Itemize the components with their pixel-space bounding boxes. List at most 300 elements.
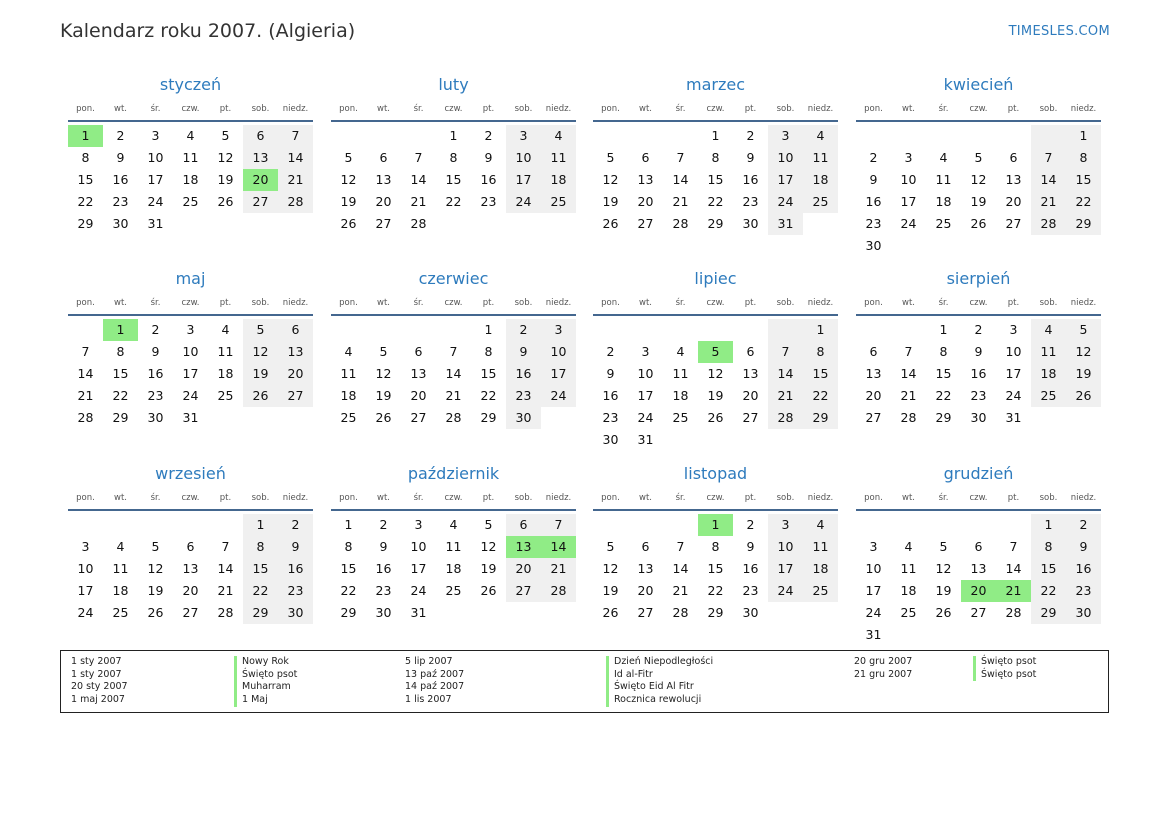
day-cell: 22 bbox=[1031, 580, 1066, 602]
day-cell: 10 bbox=[541, 341, 576, 363]
day-cell: 16 bbox=[147, 366, 164, 381]
day-cell: 5 bbox=[606, 150, 615, 165]
day-cell: 29 bbox=[112, 410, 129, 425]
week-row bbox=[68, 514, 313, 536]
weekday-label: wt. bbox=[902, 493, 915, 503]
day-cell: 17 bbox=[506, 169, 541, 191]
day-cell: 4 bbox=[186, 128, 195, 143]
legend-date-column bbox=[405, 656, 464, 707]
day-cell: 11 bbox=[935, 172, 952, 187]
week-row bbox=[856, 341, 1101, 363]
day-cell: 7 bbox=[541, 514, 576, 536]
day-cell: 6 bbox=[641, 539, 650, 554]
empty-day-cell bbox=[856, 319, 891, 341]
weekday-label: śr. bbox=[675, 298, 686, 308]
month-name: maj bbox=[175, 269, 206, 288]
day-cell: 25 bbox=[1031, 385, 1066, 407]
day-cell: 30 bbox=[742, 216, 759, 231]
day-cell: 20 bbox=[865, 388, 882, 403]
day-cell: 19 bbox=[480, 561, 497, 576]
day-cell: 13 bbox=[742, 366, 759, 381]
weekday-label: czw. bbox=[969, 298, 988, 308]
day-cell: 11 bbox=[217, 344, 234, 359]
weekday-label: czw. bbox=[969, 493, 988, 503]
day-cell: 24 bbox=[77, 605, 94, 620]
day-cell: 29 bbox=[707, 216, 724, 231]
week-row bbox=[856, 191, 1101, 213]
day-cell: 19 bbox=[935, 583, 952, 598]
day-cell: 2 bbox=[506, 319, 541, 341]
week-row bbox=[68, 319, 313, 341]
weekday-label: pon. bbox=[864, 104, 883, 114]
weekday-label: pt. bbox=[482, 104, 495, 114]
week-row bbox=[331, 191, 576, 213]
day-cell: 23 bbox=[1066, 580, 1101, 602]
week-row bbox=[68, 213, 313, 235]
day-cell: 30 bbox=[506, 407, 541, 429]
week-row bbox=[856, 602, 1101, 624]
weekday-header bbox=[68, 293, 313, 313]
empty-day-cell bbox=[401, 125, 436, 147]
holiday-day-cell: 20 bbox=[243, 169, 278, 191]
week-row bbox=[593, 341, 838, 363]
day-cell: 9 bbox=[278, 536, 313, 558]
day-cell: 29 bbox=[707, 605, 724, 620]
month-calendar bbox=[68, 462, 313, 624]
week-row bbox=[68, 147, 313, 169]
day-cell: 18 bbox=[541, 169, 576, 191]
day-cell: 24 bbox=[900, 216, 917, 231]
empty-day-cell bbox=[926, 125, 961, 147]
day-cell: 9 bbox=[506, 341, 541, 363]
day-cell: 13 bbox=[278, 341, 313, 363]
day-cell: 3 bbox=[414, 517, 423, 532]
weekday-label: śr. bbox=[675, 493, 686, 503]
day-cell: 9 bbox=[151, 344, 160, 359]
day-cell: 2 bbox=[746, 128, 755, 143]
weekday-label: czw. bbox=[706, 298, 725, 308]
weekday-label: pt. bbox=[744, 298, 757, 308]
day-cell: 21 bbox=[672, 194, 689, 209]
day-cell: 12 bbox=[217, 150, 234, 165]
header-rule bbox=[593, 120, 838, 122]
day-cell: 15 bbox=[935, 366, 952, 381]
week-row bbox=[593, 213, 838, 235]
month-calendar bbox=[856, 73, 1101, 257]
day-cell: 1 bbox=[1031, 514, 1066, 536]
day-cell: 28 bbox=[217, 605, 234, 620]
empty-day-cell bbox=[208, 514, 243, 536]
weekday-label: niedz. bbox=[282, 104, 309, 114]
week-row bbox=[856, 125, 1101, 147]
day-cell: 13 bbox=[182, 561, 199, 576]
month-calendar bbox=[331, 73, 576, 235]
day-cell: 17 bbox=[147, 172, 164, 187]
empty-day-cell bbox=[1066, 624, 1101, 646]
empty-day-cell bbox=[768, 602, 803, 624]
legend-name-column bbox=[234, 656, 297, 707]
day-cell: 11 bbox=[672, 366, 689, 381]
week-row bbox=[856, 147, 1101, 169]
day-cell: 19 bbox=[970, 194, 987, 209]
day-cell: 18 bbox=[340, 388, 357, 403]
day-cell: 21 bbox=[278, 169, 313, 191]
day-cell: 19 bbox=[602, 583, 619, 598]
weekday-label: pon. bbox=[339, 104, 358, 114]
weekday-label: sob. bbox=[514, 298, 533, 308]
day-cell: 16 bbox=[865, 194, 882, 209]
day-cell: 21 bbox=[445, 388, 462, 403]
weekday-label: pon. bbox=[339, 493, 358, 503]
empty-day-cell bbox=[1031, 624, 1066, 646]
day-cell: 13 bbox=[637, 172, 654, 187]
day-cell: 17 bbox=[900, 194, 917, 209]
day-cell: 9 bbox=[484, 150, 493, 165]
day-cell: 1 bbox=[243, 514, 278, 536]
day-cell: 5 bbox=[1066, 319, 1101, 341]
week-row bbox=[331, 213, 576, 235]
day-cell: 4 bbox=[449, 517, 458, 532]
day-cell: 16 bbox=[480, 172, 497, 187]
day-cell: 20 bbox=[637, 583, 654, 598]
empty-day-cell bbox=[996, 235, 1031, 257]
week-row bbox=[593, 407, 838, 429]
day-cell: 12 bbox=[935, 561, 952, 576]
day-cell: 16 bbox=[602, 388, 619, 403]
empty-day-cell bbox=[803, 213, 838, 235]
weekday-label: niedz. bbox=[1070, 298, 1097, 308]
empty-day-cell bbox=[663, 125, 698, 147]
day-cell: 26 bbox=[970, 216, 987, 231]
day-cell: 21 bbox=[672, 583, 689, 598]
day-cell: 25 bbox=[803, 191, 838, 213]
empty-day-cell bbox=[506, 602, 541, 624]
week-row bbox=[593, 363, 838, 385]
day-cell: 5 bbox=[939, 539, 948, 554]
day-cell: 7 bbox=[278, 125, 313, 147]
empty-day-cell bbox=[628, 125, 663, 147]
day-cell: 3 bbox=[151, 128, 160, 143]
week-row bbox=[856, 235, 1101, 257]
day-cell: 7 bbox=[676, 150, 685, 165]
day-cell: 6 bbox=[506, 514, 541, 536]
week-row bbox=[856, 580, 1101, 602]
day-cell: 18 bbox=[445, 561, 462, 576]
day-cell: 31 bbox=[410, 605, 427, 620]
empty-day-cell bbox=[471, 213, 506, 235]
weekday-header bbox=[68, 99, 313, 119]
weekday-header bbox=[593, 99, 838, 119]
day-cell: 9 bbox=[869, 172, 878, 187]
header-rule bbox=[331, 314, 576, 316]
day-cell: 8 bbox=[81, 150, 90, 165]
month-name: wrzesień bbox=[155, 464, 226, 483]
week-row bbox=[593, 536, 838, 558]
weekday-label: niedz. bbox=[807, 493, 834, 503]
week-row bbox=[331, 580, 576, 602]
day-cell: 14 bbox=[445, 366, 462, 381]
day-cell: 7 bbox=[768, 341, 803, 363]
day-cell: 6 bbox=[186, 539, 195, 554]
month-calendar bbox=[68, 267, 313, 429]
day-cell: 17 bbox=[768, 169, 803, 191]
day-cell: 18 bbox=[672, 388, 689, 403]
day-cell: 2 bbox=[484, 128, 493, 143]
day-cell: 23 bbox=[375, 583, 392, 598]
day-cell: 26 bbox=[1066, 385, 1101, 407]
day-cell: 11 bbox=[340, 366, 357, 381]
day-cell: 27 bbox=[182, 605, 199, 620]
day-cell: 14 bbox=[217, 561, 234, 576]
legend-holiday-name: Dzień Niepodległości bbox=[606, 656, 713, 669]
day-cell: 2 bbox=[606, 344, 615, 359]
day-cell: 3 bbox=[904, 150, 913, 165]
day-cell: 13 bbox=[375, 172, 392, 187]
day-cell: 9 bbox=[746, 539, 755, 554]
day-cell: 2 bbox=[379, 517, 388, 532]
day-cell: 12 bbox=[375, 366, 392, 381]
weekday-label: pon. bbox=[864, 493, 883, 503]
day-cell: 20 bbox=[278, 363, 313, 385]
empty-day-cell bbox=[663, 319, 698, 341]
day-cell: 28 bbox=[1031, 213, 1066, 235]
day-cell: 15 bbox=[243, 558, 278, 580]
empty-day-cell bbox=[1031, 407, 1066, 429]
weekday-label: niedz. bbox=[1070, 493, 1097, 503]
weekday-label: pon. bbox=[76, 104, 95, 114]
day-cell: 24 bbox=[1005, 388, 1022, 403]
day-cell: 15 bbox=[1066, 169, 1101, 191]
day-cell: 15 bbox=[112, 366, 129, 381]
legend-date: 20 sty 2007 bbox=[71, 681, 128, 693]
empty-day-cell bbox=[996, 514, 1031, 536]
header-rule bbox=[856, 314, 1101, 316]
weekday-label: niedz. bbox=[545, 493, 572, 503]
weekday-label: pt. bbox=[482, 493, 495, 503]
day-cell: 18 bbox=[803, 169, 838, 191]
day-cell: 27 bbox=[375, 216, 392, 231]
site-link[interactable]: TIMESLES.COM bbox=[1008, 24, 1110, 39]
week-row bbox=[593, 602, 838, 624]
day-cell: 1 bbox=[344, 517, 353, 532]
week-row bbox=[593, 385, 838, 407]
week-row bbox=[856, 514, 1101, 536]
day-cell: 11 bbox=[900, 561, 917, 576]
weekday-label: pt. bbox=[1007, 298, 1020, 308]
week-row bbox=[593, 429, 838, 451]
week-row bbox=[331, 125, 576, 147]
weekday-header bbox=[331, 293, 576, 313]
empty-day-cell bbox=[803, 429, 838, 451]
weekday-label: sob. bbox=[251, 493, 270, 503]
empty-day-cell bbox=[541, 602, 576, 624]
day-cell: 16 bbox=[278, 558, 313, 580]
holiday-day-cell: 1 bbox=[103, 319, 138, 341]
day-cell: 13 bbox=[637, 561, 654, 576]
holiday-day-cell: 1 bbox=[68, 125, 103, 147]
day-cell: 23 bbox=[602, 410, 619, 425]
day-cell: 21 bbox=[77, 388, 94, 403]
day-cell: 24 bbox=[865, 605, 882, 620]
day-cell: 8 bbox=[711, 150, 720, 165]
day-cell: 10 bbox=[77, 561, 94, 576]
legend-holiday-name: Święto psot bbox=[973, 669, 1036, 682]
day-cell: 22 bbox=[1066, 191, 1101, 213]
day-cell: 8 bbox=[939, 344, 948, 359]
day-cell: 24 bbox=[768, 191, 803, 213]
weekday-label: wt. bbox=[114, 298, 127, 308]
day-cell: 7 bbox=[221, 539, 230, 554]
day-cell: 11 bbox=[803, 147, 838, 169]
legend-name-column bbox=[973, 656, 1036, 681]
day-cell: 15 bbox=[77, 172, 94, 187]
day-cell: 12 bbox=[1066, 341, 1101, 363]
day-cell: 10 bbox=[147, 150, 164, 165]
day-cell: 9 bbox=[116, 150, 125, 165]
month-calendar bbox=[68, 73, 313, 235]
day-cell: 6 bbox=[746, 344, 755, 359]
week-row bbox=[856, 407, 1101, 429]
month-name: styczeń bbox=[159, 75, 222, 94]
empty-day-cell bbox=[733, 429, 768, 451]
empty-day-cell bbox=[733, 319, 768, 341]
day-cell: 12 bbox=[707, 366, 724, 381]
weekday-label: pon. bbox=[601, 104, 620, 114]
day-cell: 26 bbox=[935, 605, 952, 620]
week-row bbox=[331, 341, 576, 363]
empty-day-cell bbox=[961, 125, 996, 147]
day-cell: 16 bbox=[112, 172, 129, 187]
day-cell: 21 bbox=[900, 388, 917, 403]
day-cell: 26 bbox=[217, 194, 234, 209]
weekday-label: czw. bbox=[181, 104, 200, 114]
weekday-label: czw. bbox=[706, 493, 725, 503]
day-cell: 5 bbox=[484, 517, 493, 532]
week-row bbox=[331, 602, 576, 624]
month-name: kwiecień bbox=[943, 75, 1014, 94]
week-row bbox=[593, 580, 838, 602]
holiday-legend bbox=[60, 650, 1109, 713]
day-cell: 29 bbox=[1066, 213, 1101, 235]
day-cell: 25 bbox=[900, 605, 917, 620]
day-cell: 31 bbox=[768, 213, 803, 235]
day-cell: 14 bbox=[900, 366, 917, 381]
weekday-label: wt. bbox=[377, 104, 390, 114]
day-cell: 10 bbox=[1005, 344, 1022, 359]
day-cell: 30 bbox=[1066, 602, 1101, 624]
day-cell: 27 bbox=[970, 605, 987, 620]
day-cell: 9 bbox=[746, 150, 755, 165]
day-cell: 7 bbox=[676, 539, 685, 554]
empty-day-cell bbox=[891, 319, 926, 341]
day-cell: 25 bbox=[541, 191, 576, 213]
day-cell: 3 bbox=[768, 514, 803, 536]
weekday-header bbox=[331, 99, 576, 119]
empty-day-cell bbox=[506, 213, 541, 235]
weekday-label: sob. bbox=[776, 298, 795, 308]
week-row bbox=[593, 558, 838, 580]
page-title: Kalendarz roku 2007. (Algieria) bbox=[60, 20, 356, 42]
day-cell: 17 bbox=[541, 363, 576, 385]
week-row bbox=[856, 558, 1101, 580]
weekday-label: czw. bbox=[181, 493, 200, 503]
day-cell: 23 bbox=[970, 388, 987, 403]
day-cell: 27 bbox=[865, 410, 882, 425]
day-cell: 30 bbox=[865, 238, 882, 253]
weekday-label: pon. bbox=[339, 298, 358, 308]
day-cell: 20 bbox=[410, 388, 427, 403]
day-cell: 26 bbox=[375, 410, 392, 425]
day-cell: 12 bbox=[243, 341, 278, 363]
legend-date-column bbox=[71, 656, 128, 707]
day-cell: 18 bbox=[217, 366, 234, 381]
day-cell: 28 bbox=[672, 605, 689, 620]
day-cell: 19 bbox=[243, 363, 278, 385]
empty-day-cell bbox=[436, 319, 471, 341]
legend-holiday-name: Id al-Fitr bbox=[606, 669, 713, 682]
day-cell: 1 bbox=[449, 128, 458, 143]
empty-day-cell bbox=[436, 213, 471, 235]
month-calendar bbox=[593, 462, 838, 624]
day-cell: 31 bbox=[147, 216, 164, 231]
weekday-label: sob. bbox=[1039, 493, 1058, 503]
day-cell: 7 bbox=[1031, 147, 1066, 169]
week-row bbox=[68, 363, 313, 385]
day-cell: 22 bbox=[243, 580, 278, 602]
legend-holiday-name: Rocznica rewolucji bbox=[606, 694, 713, 707]
empty-day-cell bbox=[68, 319, 103, 341]
week-row bbox=[593, 125, 838, 147]
day-cell: 27 bbox=[243, 191, 278, 213]
empty-day-cell bbox=[663, 514, 698, 536]
week-row bbox=[331, 558, 576, 580]
weekday-label: czw. bbox=[969, 104, 988, 114]
day-cell: 5 bbox=[606, 539, 615, 554]
day-cell: 4 bbox=[541, 125, 576, 147]
month-name: czerwiec bbox=[418, 269, 489, 288]
day-cell: 17 bbox=[182, 366, 199, 381]
day-cell: 7 bbox=[904, 344, 913, 359]
day-cell: 20 bbox=[182, 583, 199, 598]
empty-day-cell bbox=[961, 624, 996, 646]
legend-date: 5 lip 2007 bbox=[405, 656, 453, 667]
empty-day-cell bbox=[803, 602, 838, 624]
day-cell: 21 bbox=[541, 558, 576, 580]
day-cell: 25 bbox=[112, 605, 129, 620]
empty-day-cell bbox=[856, 125, 891, 147]
day-cell: 17 bbox=[1005, 366, 1022, 381]
weekday-label: pon. bbox=[601, 298, 620, 308]
weekday-label: wt. bbox=[639, 104, 652, 114]
week-row bbox=[593, 191, 838, 213]
day-cell: 6 bbox=[243, 125, 278, 147]
weekday-header bbox=[331, 488, 576, 508]
day-cell: 29 bbox=[77, 216, 94, 231]
legend-date: 13 paź 2007 bbox=[405, 668, 465, 680]
weekday-label: sob. bbox=[776, 104, 795, 114]
week-row bbox=[331, 147, 576, 169]
day-cell: 25 bbox=[672, 410, 689, 425]
empty-day-cell bbox=[698, 319, 733, 341]
day-cell: 20 bbox=[742, 388, 759, 403]
day-cell: 24 bbox=[637, 410, 654, 425]
weekday-label: śr. bbox=[413, 298, 424, 308]
empty-day-cell bbox=[1031, 235, 1066, 257]
day-cell: 27 bbox=[637, 216, 654, 231]
header-rule bbox=[68, 509, 313, 511]
day-cell: 28 bbox=[278, 191, 313, 213]
holiday-day-cell: 1 bbox=[698, 514, 733, 536]
